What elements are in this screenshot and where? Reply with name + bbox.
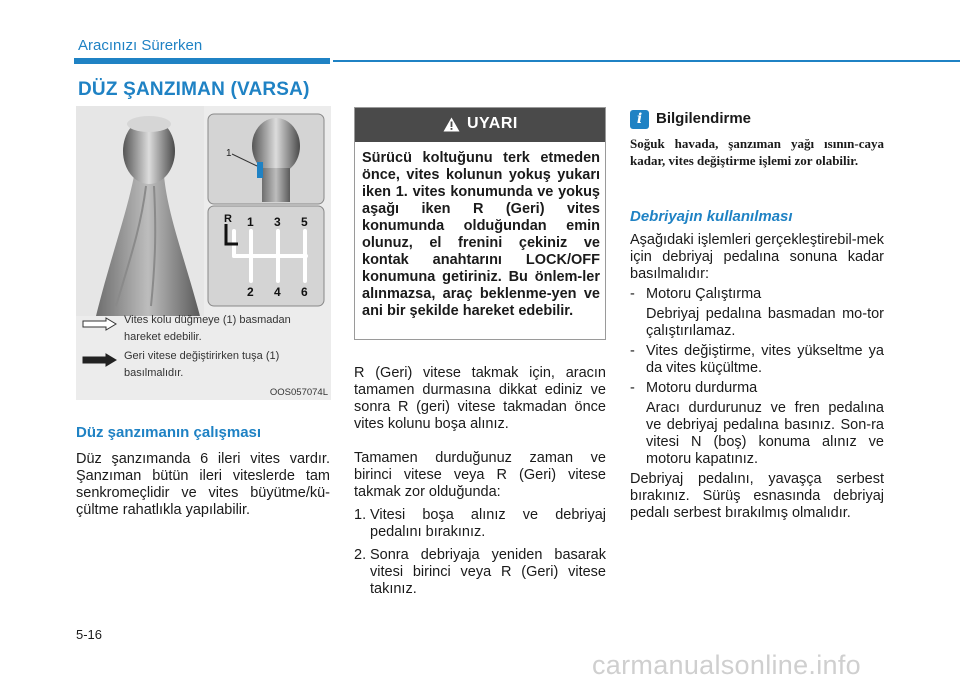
section-heading: Düz şanzımanın çalışması: [76, 424, 262, 441]
warning-triangle-icon: [443, 117, 460, 132]
list-item: [630, 286, 884, 340]
page-number: 5-16: [76, 627, 103, 642]
shift-pattern-label: 4: [274, 285, 281, 299]
section-label: Aracınızı Sürerken: [78, 37, 203, 54]
list-marker: -: [630, 380, 635, 396]
header-rule: [333, 60, 960, 62]
list-marker: 1.: [354, 507, 367, 523]
list-marker: 2.: [354, 547, 367, 563]
gear-shift-illustration: [76, 106, 331, 316]
list-marker: -: [630, 286, 635, 302]
solid-arrow-icon: [82, 353, 118, 367]
page-title: DÜZ ŞANZIMAN (VARSA): [78, 79, 310, 100]
list-marker: -: [630, 343, 635, 359]
list-item: [630, 343, 884, 377]
body-paragraph: Debriyaj pedalını, yavaşça serbest bırakınız. Sürüş esnasında debriyaj pedalı serbest bırakılmış olmalıdır.: [630, 471, 884, 521]
list-item-text: Sonra debriyaja yeniden basarak vitesi birinci veya R (Geri) vitese takınız.: [370, 547, 606, 597]
figure-code: OOS057074L: [269, 387, 328, 398]
list-item: [354, 507, 606, 541]
body-paragraph: Düz şanzımanda 6 ileri vites vardır. Şanzıman bütün ileri viteslerde tam senkromeçlidir ve vites büyütme/kü-çültme rahatlıkla yapılabilir.: [76, 451, 330, 518]
section-heading: Debriyajın kullanılması: [630, 208, 793, 225]
warning-label: UYARI: [467, 115, 518, 132]
shift-pattern-label: R: [224, 213, 232, 225]
shift-pattern-label: 1: [247, 215, 254, 229]
shift-pattern-label: 3: [274, 215, 281, 229]
legend-text: Vites kolu düğmeye (1) basmadan hareket edebilir.: [124, 314, 291, 343]
numbered-list: [354, 507, 606, 598]
list-item-detail: Aracı durdurunuz ve fren pedalına ve debriyaj pedalına basınız. Son-ra vitesi N (boş) konuma alınız ve motoru kapatınız.: [646, 400, 884, 467]
list-item: [630, 380, 884, 468]
gear-shift-figure: [76, 106, 331, 400]
list-item: [354, 547, 606, 598]
callout-number: 1: [226, 148, 232, 159]
legend-item-solid-arrow: [82, 348, 331, 384]
body-paragraph: Tamamen durduğunuz zaman ve birinci vitese veya R (Geri) vitese takmak zor olduğunda:: [354, 450, 606, 500]
warning-box: [354, 107, 606, 340]
warning-text: Sürücü koltuğunu terk etmeden önce, vites kolunun yokuş yukarı iken 1. vites konumunda ve yokuş aşağı iken R (Geri) vites konumunda olduğundan emin olunuz, el frenini çekiniz ve kontak anahtarını LOCK/OFF konumuna getiriniz. Bu önlem-ler alınmazsa, araç beklenme-yen ve ani bir şekilde hareket edebilir.: [362, 150, 600, 319]
list-item-detail: Debriyaj pedalına basmadan mo-tor çalıştırılamaz.: [646, 306, 884, 339]
shift-pattern-label: 2: [247, 285, 254, 299]
hollow-arrow-icon: [82, 317, 118, 331]
list-item-title: Motoru durdurma: [646, 380, 758, 396]
body-paragraph: Aşağıdaki işlemleri gerçekleştirebil-mek için debriyaj pedalına sonuna kadar basılmalıdır:: [630, 232, 884, 282]
shift-pattern-label: 5: [301, 215, 308, 229]
list-item-title: Motoru Çalıştırma: [646, 286, 762, 302]
list-item-title: Vites değiştirme, vites yükseltme ya da vites küçültme.: [646, 343, 884, 376]
warning-header: [355, 108, 605, 142]
info-icon: i: [630, 110, 649, 129]
legend-item-hollow-arrow: [82, 312, 331, 348]
info-title: Bilgilendirme: [656, 110, 752, 127]
info-note: Soğuk havada, şanzıman yağı ısının-caya kadar, vites değiştirme işlemi zor olabilir.: [630, 136, 884, 168]
header-accent-bar: [74, 58, 330, 64]
watermark: carmanualsonline.info: [592, 650, 861, 680]
list-item-text: Vitesi boşa alınız ve debriyaj pedalını bırakınız.: [370, 507, 606, 540]
shift-pattern-label: 6: [301, 285, 308, 299]
dash-list: [630, 286, 884, 468]
body-paragraph: R (Geri) vitese takmak için, aracın tamamen durmasına dikkat ediniz ve sonra R (geri) vitese takmadan önce vites kolunu boşa alınız.: [354, 365, 606, 432]
legend-text: Geri vitese değiştirirken tuşa (1) basılmalıdır.: [124, 350, 280, 379]
